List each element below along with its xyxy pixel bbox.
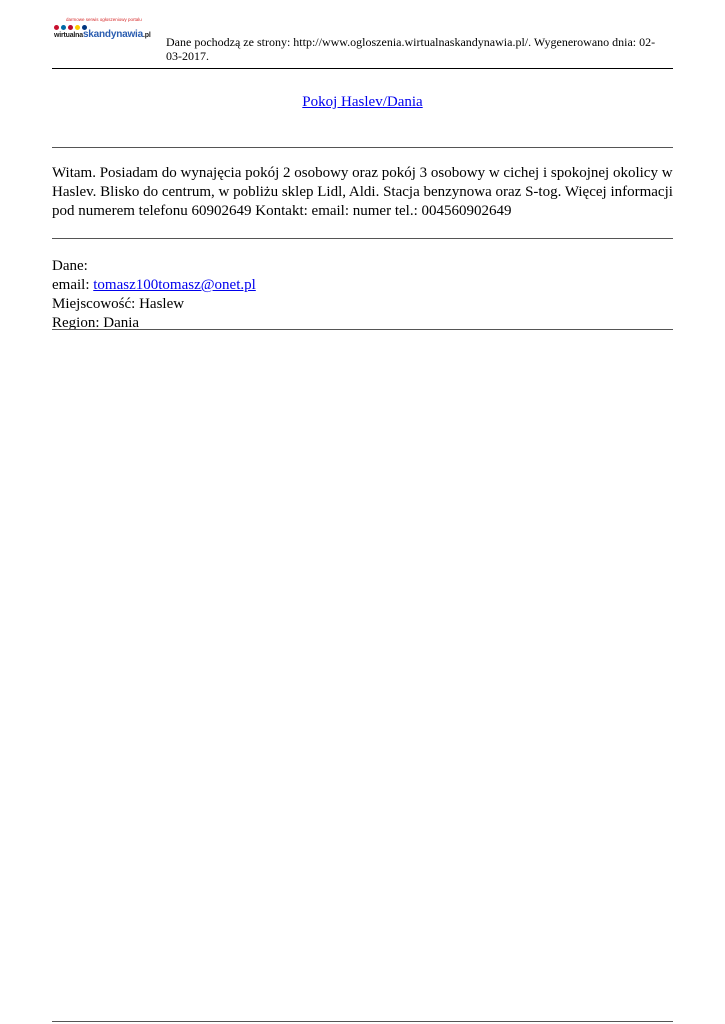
region-label: Region: [52, 315, 104, 331]
footer-divider [52, 1021, 673, 1022]
divider [52, 329, 673, 330]
logo-text-part: wirtualna [54, 32, 83, 39]
details-heading: Dane: [52, 258, 88, 274]
city-row [52, 295, 673, 314]
listing-title-link[interactable]: Pokoj Haslev/Dania [302, 94, 423, 110]
page-header [52, 16, 673, 69]
divider [52, 238, 673, 239]
logo-wordmark [54, 29, 151, 40]
region-row [52, 314, 673, 333]
region-value: Dania [103, 315, 140, 331]
city-value: Haslew [139, 296, 185, 312]
logo-text-part: skandynawia [82, 29, 143, 40]
listing-title-wrap [52, 93, 673, 111]
email-label: email: [52, 277, 94, 293]
email-link[interactable]: tomasz100tomasz@onet.pl [93, 277, 256, 293]
logo-text-part: .pl [143, 32, 151, 39]
city-label: Miejscowość: [52, 296, 140, 312]
source-info: Dane pochodzą ze strony: http://www.ogloszenia.wirtualnaskandynawia.pl/. Wygenerowano dnia: 02-03-2017. [166, 35, 656, 63]
listing-description: Witam. Posiadam do wynajęcia pokój 2 osobowy oraz pokój 3 osobowy w cichej i spokojnej okolicy w Haslev. Blisko do centrum, w pobliżu sklep Lidl, Aldi. Stacja benzynowa oraz S-tog. Więcej informacji pod numerem telefonu 60902649 Kontakt: email: numer tel.: 004560902649 [52, 165, 673, 219]
email-row [52, 276, 673, 295]
listing-details [52, 257, 673, 333]
site-logo[interactable] [52, 16, 160, 46]
logo-tagline: darmowe serwis ogłoszeniowy portalu [66, 17, 142, 22]
divider [52, 147, 673, 148]
